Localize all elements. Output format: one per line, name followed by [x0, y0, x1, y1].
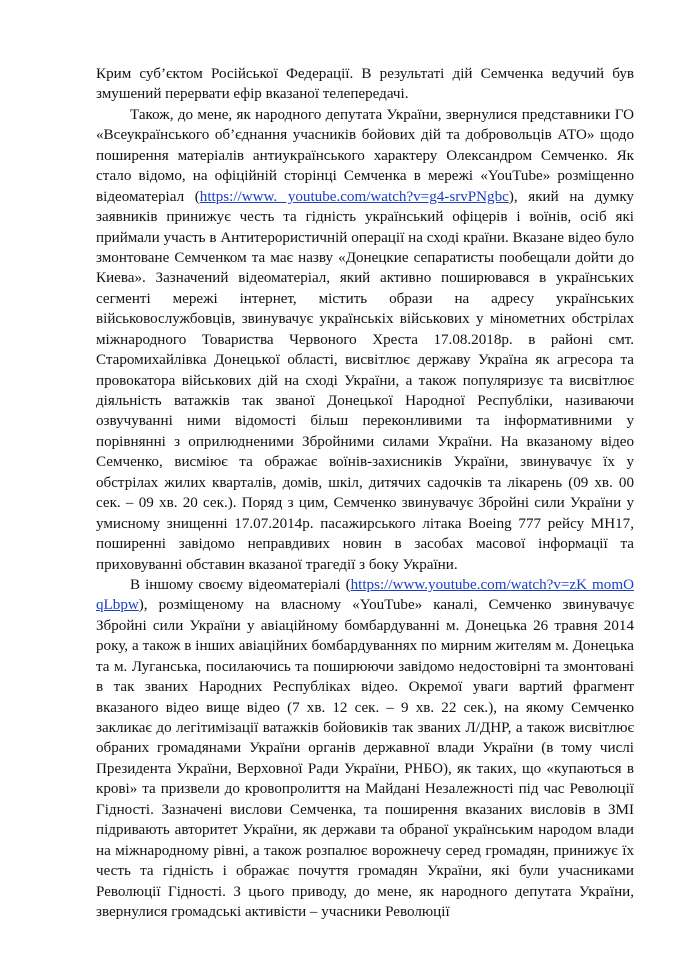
- paragraph: [96, 64, 634, 105]
- text-run: В іншому своєму відеоматеріалі (: [130, 576, 351, 593]
- text-run: Також, до мене, як народного депутата України, звернулися представники ГО «Всеукраїнського об’єднання учасників бойових дій та добровольців АТО» щодо поширення матеріалів антиукраїнського характеру Олександром Семченко. Як стало відомо, на офіційній сторінці Семченка в мережі «YouTube» розміщенно відеоматеріал (: [96, 106, 634, 205]
- text-run: ), який на думку заявників принижує честь та гідність український офіцерів і воїнів, осіб які приймали участь в Антитерористичній операції на сході країни. Вказане відео було змонтоване Семченком та має назву «Донецкие сепаратисты пообещали дойти до Киева». Зазначений відеоматеріал, який активно поширювався в українських сегменті мережі інтернет, містить образи на адресу українських військовослужбовців, звинувачує українськіх військових у мінометних обстрілах міжнародного Товариства Червоного Хреста 17.08.2018р. в районі смт. Старомихайлівка Донецької області, висвітлює державу Україна як агресора та провокатора військових дій на сході України, а також популяризує та висвітлює діяльність ватажків так званої Донецької Народної Республіки, називаючи озвучуванні ними відомості більш переконливими та інформативними у порівнянні з оприлюдненими Збройними силами України. На вказаному відео Семченко, висміює та ображає воїнів-захисників України, звинувачує їх у обстрілах жилих кварталів, домів, шкіл, дитячих садочків та лікарень (09 хв. 00 сек. – 09 хв. 20 сек.). Поряд з цим, Семченко звинувачує Збройні сили України у умисному знищенні 17.07.2014р. пасажирського літака Boeing 777 рейсу МН17, поширенні завідомо неправдивих новин в засобах масової інформації та приховуванні обставин вказаної трагедії з боку України.: [96, 188, 634, 573]
- text-run: ), розміщеному на власному «YouTube» каналі, Семченко звинувачує Збройні сили України у авіаційному бомбардуванні м. Донецька 26 травня 2014 року, а також в інших авіаційних бомбардуваннях по мирним жителям м. Донецька та м. Луганська, посилаючись та поширюючи завідомо недостовірні та змонтовані в так званих Народних Республіках відео. Окремої уваги вартий фрагмент вказаного відео вище відео (7 хв. 12 сек. – 9 хв. 22 сек.), на якому Семченко закликає до легітимізації ватажків бойовиків так званих Л/ДНР, а також висвітлює обраних громадянами України органів державної влади України (в тому числі Президента України, Верховної Ради України, РНБО), як таких, що «купаються в крові» та призвели до кровопролиття на Майдані Незалежності під час Революції Гідності. Зазначені вислови Семченка, та поширення вказаних висловів в ЗМІ підривають авторитет України, як держави та обраної українським народом влади на міжнародному рівні, а також розпалює ворожнечу серед громадян, принижує їх честь та гідність і ображає почуття громадян України, які були учасниками Революції Гідності. З цього приводу, до мене, як народного депутата України, звернулися громадські активісти – учасники Революції: [96, 597, 634, 920]
- external-link[interactable]: https://www. youtube.com/watch?v=g4-srvPNgbc: [199, 188, 509, 205]
- external-link[interactable]: https://www.youtube.com/watch?v=zK momOqLbpw: [96, 576, 634, 614]
- document-text-body: [96, 64, 634, 922]
- paragraph: [96, 575, 634, 922]
- paragraph: [96, 105, 634, 575]
- text-run: Крим суб’єктом Російської Федерації. В результаті дій Семченка ведучий був змушений перервати ефір вказаної телепередачі.: [96, 66, 634, 103]
